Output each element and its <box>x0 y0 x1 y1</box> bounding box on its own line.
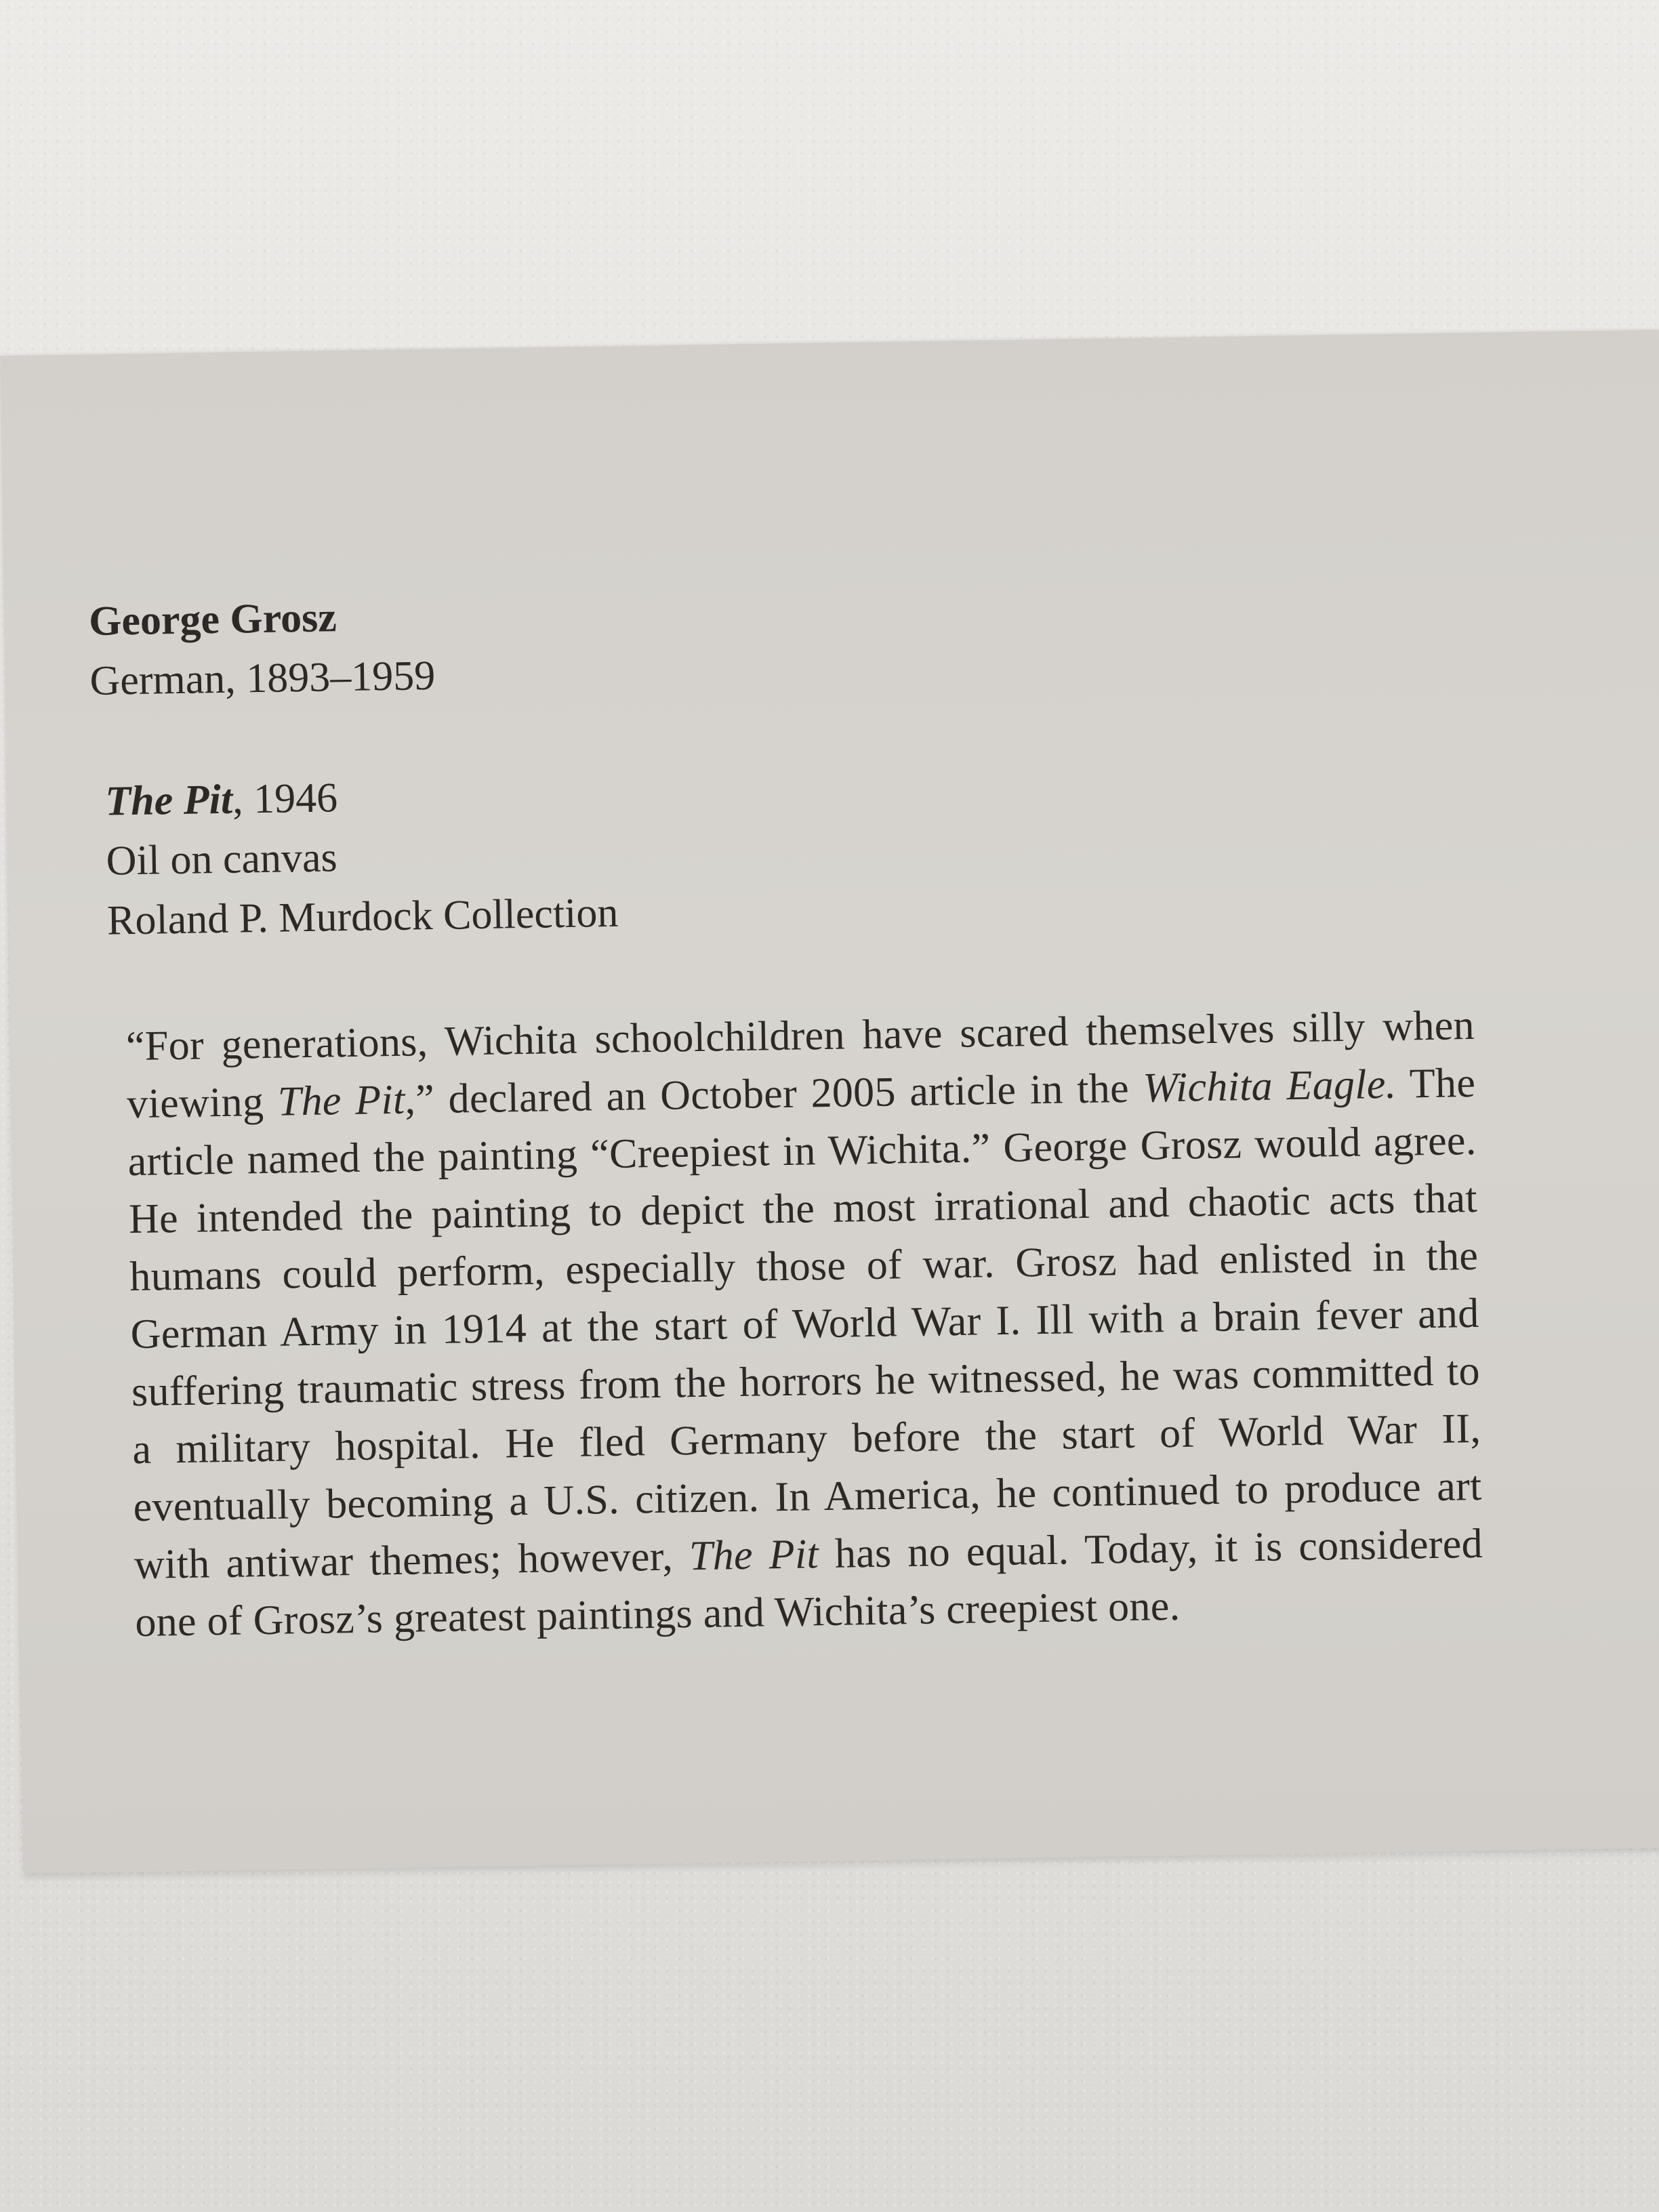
description-segment: The article named the painting “Creepiest in Wichita.” George Grosz would agree. He intended the painting to depict the most irrational and chaotic acts that humans could perform, especially those of war. Grosz had enlisted in the German Army in 1914 at the start of World War I. Ill with a brain fever and suffering traumatic stress from the horrors he witnessed, he was committed to a military hospital. He fled Germany before the start of World War II, eventually becoming a U.S. citizen. In America, he continued to produce art with antiwar themes; however, <box>127 1059 1483 1589</box>
description-segment: has no equal. Today, it is considered one of Grosz’s greatest paintings and Wichita’s creepiest one. <box>134 1520 1483 1646</box>
artwork-collection: Roland P. Murdock Collection <box>106 889 619 944</box>
artist-nationality-dates: German, 1893–1959 <box>89 652 436 704</box>
artwork-details <box>105 750 1483 951</box>
artwork-medium: Oil on canvas <box>106 834 338 884</box>
museum-placard <box>0 330 1659 1874</box>
wall-top <box>0 0 1659 380</box>
artwork-year: , 1946 <box>232 775 338 823</box>
placard-description <box>125 997 1483 1652</box>
description-title-reference: The Pit <box>689 1531 819 1580</box>
description-title-reference: The Pit <box>277 1076 405 1125</box>
artist-name: George Grosz <box>88 594 337 644</box>
placard-text <box>88 570 1494 1694</box>
wall-bottom <box>0 1870 1659 2212</box>
description-segment: ,” declared an October 2005 article in the <box>404 1065 1143 1123</box>
description-segment: “For generations, Wichita schoolchildren have scared themselves silly when viewing <box>125 1002 1475 1128</box>
artwork-title: The Pit <box>104 776 233 825</box>
description-newspaper-name: Wichita Eagle. <box>1142 1061 1397 1111</box>
